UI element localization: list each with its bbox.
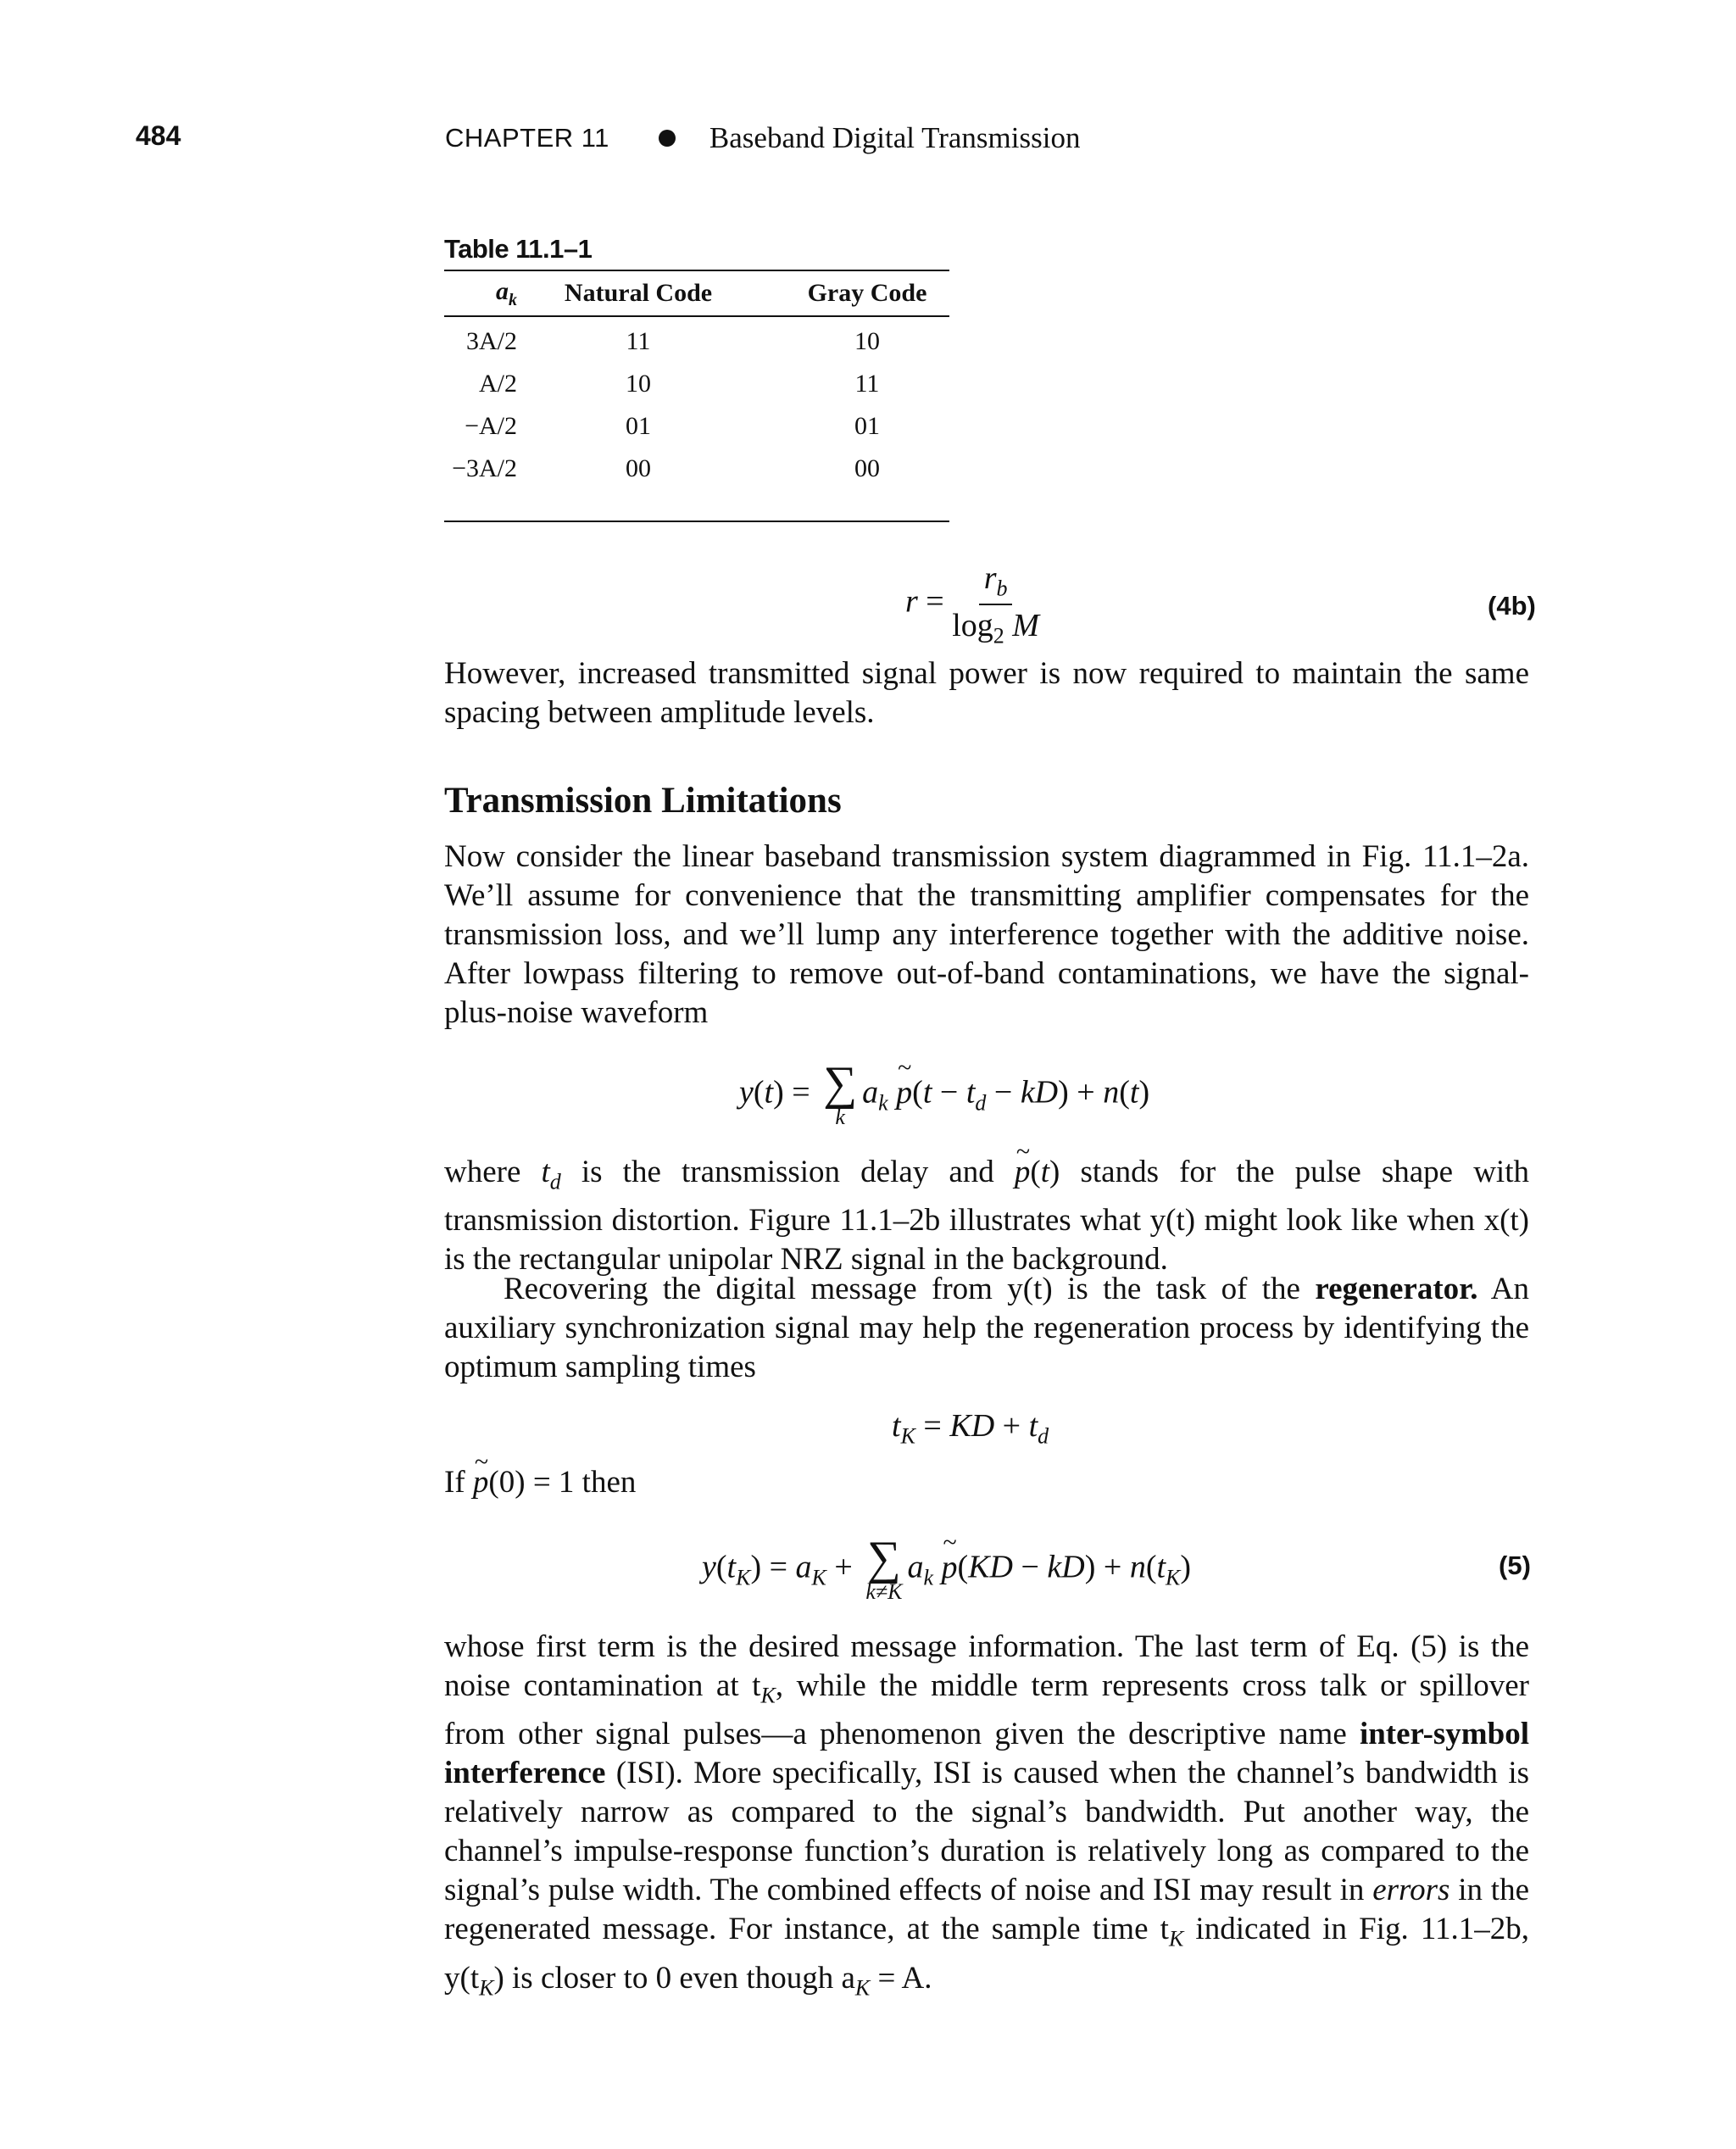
equation-number-5: (5) xyxy=(1499,1551,1531,1580)
equation-5: $y(t_K) = a_K$ + ∑ k≠K $a_k$ ~ $p(KD - kD) + n(t_K)$ xyxy=(702,1536,1191,1604)
chapter-title: Baseband Digital Transmission xyxy=(709,121,1081,154)
table-row xyxy=(444,448,949,490)
cell-natural: 11 xyxy=(626,327,651,355)
paragraph-power: However, increased transmitted signal power is now required to maintain the same spacing between amplitude levels. xyxy=(444,656,1529,730)
cell-ak: −A/2 xyxy=(465,412,517,440)
cell-natural: 00 xyxy=(626,454,651,482)
running-head xyxy=(445,121,1080,155)
chapter-label: CHAPTER 11 xyxy=(445,123,609,153)
equation-tk: $t_K$ = KD + $t_d$ xyxy=(892,1408,1049,1449)
cell-ak: A/2 xyxy=(479,370,517,398)
table-caption: Table 11.1–1 xyxy=(444,234,593,264)
cell-natural: 10 xyxy=(626,370,651,398)
cell-natural: 01 xyxy=(626,412,651,440)
paragraph-transmission: Now consider the linear baseband transmission system diagrammed in Fig. 11.1–2a. We’ll assume for convenience that the transmitting amplifier compensates for the transmission loss, and we’ll lump any interference together with the additive noise. After lowpass filtering to remove out-of-band contaminations, we have the signal-plus-noise waveform xyxy=(444,839,1529,1030)
code-table xyxy=(444,270,949,522)
paragraph-delay: where $t_d$ is the transmission delay and ~ p(t) stands for the pulse shape with transmission distortion. Figure 11.1–2b illustrates what y(t) might look like when x(t) is the rectangular unipolar NRZ signal in the background. xyxy=(444,1153,1529,1279)
equation-number-4b: (4b) xyxy=(1488,591,1536,621)
paragraph-regenerator: Recovering the digital message from y(t) is the task of the regenerator. An auxiliary synchronization signal may help the regeneration process by identifying the optimum sampling times xyxy=(444,1272,1529,1384)
cell-gray: 10 xyxy=(854,327,880,355)
cell-gray: 01 xyxy=(854,412,880,440)
table-header-row xyxy=(444,270,949,316)
equation-4b: r = $\frac{r_b}{\log_2 M}$ xyxy=(905,560,1039,649)
cell-gray: 11 xyxy=(854,370,880,398)
equation-yt: y(t) = ∑ k $a_k$ ~ $p(t - t_d - kD) + n(t)$ xyxy=(739,1061,1149,1129)
section-heading: Transmission Limitations xyxy=(444,781,842,821)
header-ak: $a_k$ xyxy=(496,276,517,309)
table-row xyxy=(444,316,949,363)
cell-ak: −3A/2 xyxy=(452,454,517,482)
cell-gray: 00 xyxy=(854,454,880,482)
cell-ak: 3A/2 xyxy=(466,327,517,355)
paragraph-if: If ~ p(0) = 1 then xyxy=(444,1463,1529,1502)
table-row xyxy=(444,405,949,448)
table-row xyxy=(444,363,949,405)
paragraph-isi: whose first term is the desired message information. The last term of Eq. (5) is the noise contamination at $t_K$, while the middle term represents cross talk or spillover from other signal pulses—a phenomenon given the descriptive name inter-symbol interference (ISI). More specifically, ISI is caused when the channel’s bandwidth is relatively narrow as compared to the signal’s bandwidth. Put another way, the channel’s impulse-response function’s duration is relatively long as compared to the signal’s pulse width. The combined effects of noise and ISI may result in errors in the regenerated message. For instance, at the sample time $t_K$ indicated in Fig. 11.1–2b, $y(t_K)$ is closer to 0 even though $a_K = A$. xyxy=(444,1629,1530,2001)
header-natural-code: Natural Code xyxy=(564,279,713,307)
header-gray-code: Gray Code xyxy=(807,279,927,307)
page-number: 484 xyxy=(136,120,181,151)
bullet-icon xyxy=(659,130,676,147)
table-bottom-rule xyxy=(444,490,949,521)
